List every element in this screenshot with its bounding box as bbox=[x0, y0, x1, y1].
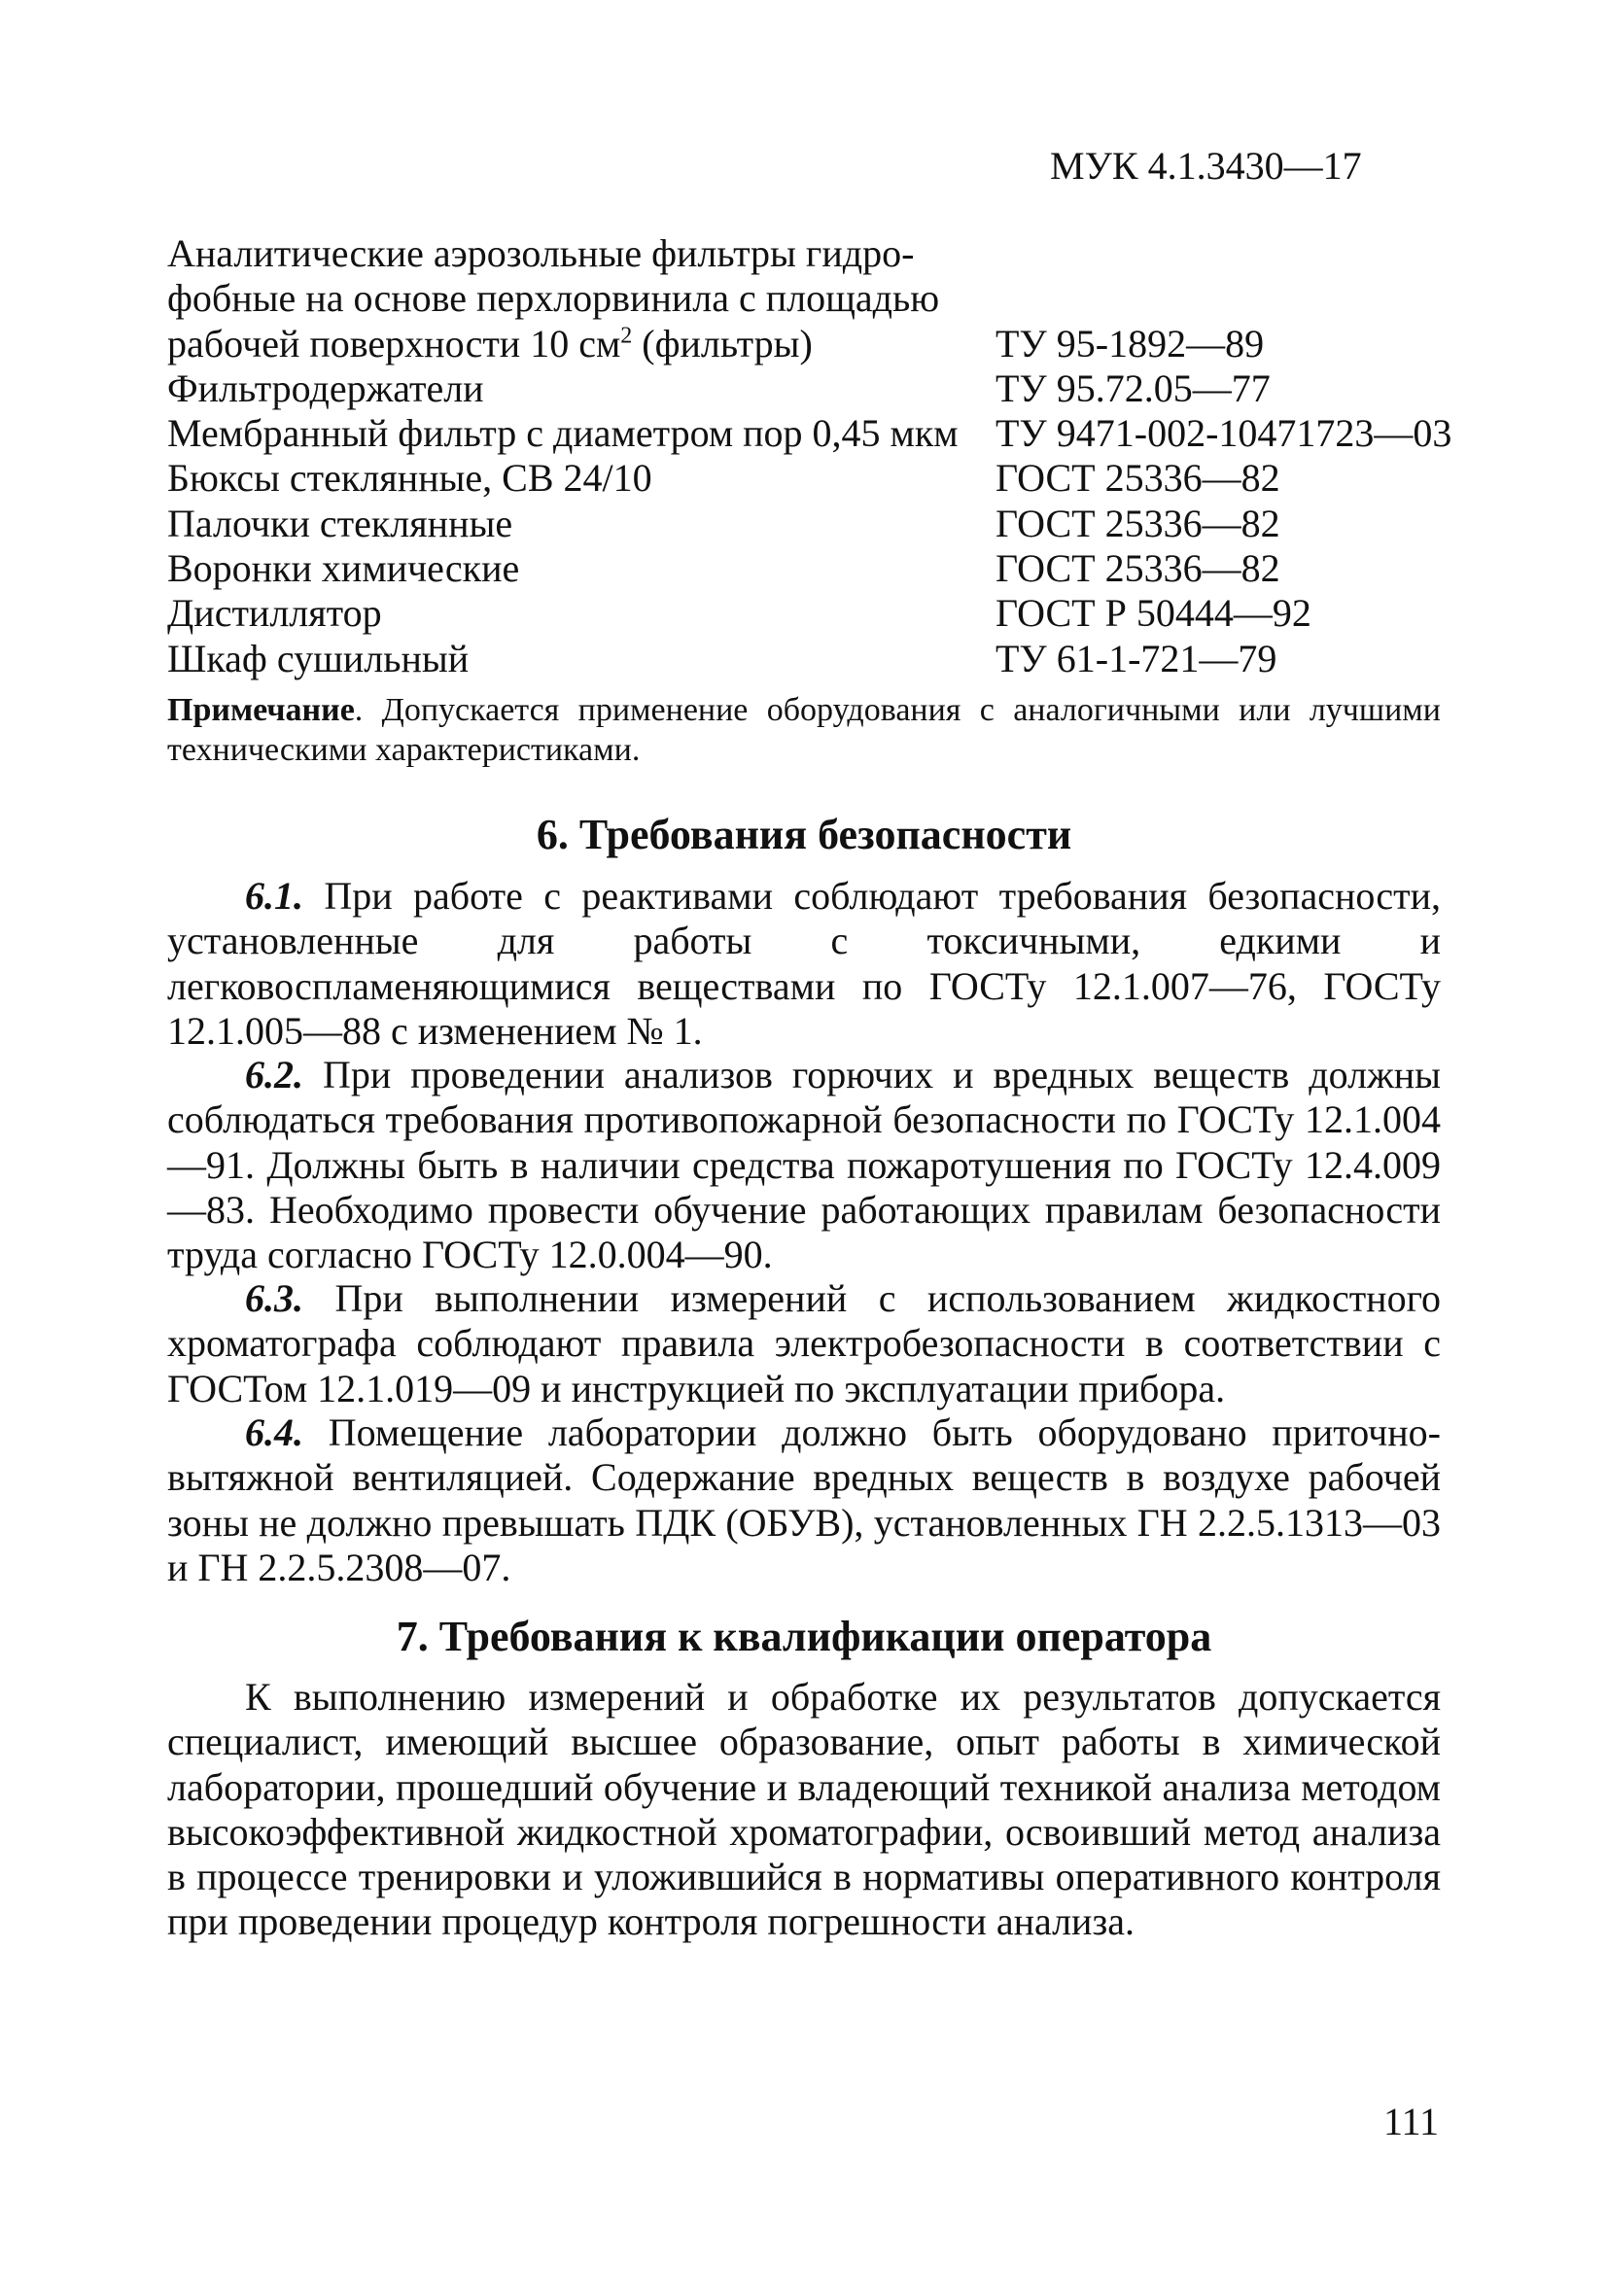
equipment-name-tail: (фильтры) bbox=[632, 321, 813, 365]
equipment-list bbox=[167, 231, 1470, 681]
note-text: . Допускается применение оборудования с аналогичными или лучшими техническими характеристиками. bbox=[167, 692, 1441, 768]
equipment-name: Аналитические аэрозольные фильтры гидро- bbox=[167, 231, 915, 275]
paragraph-6-3 bbox=[167, 1276, 1441, 1411]
equipment-spec: ТУ 95.72.05—77 bbox=[996, 365, 1271, 410]
equipment-row bbox=[167, 637, 1470, 681]
paragraph-text: При работе с реактивами соблюдают требования безопасности, установленные для работы с токсичными, едкими и легковоспламеняющимися веществами по ГОСТу 12.1.007—76, ГОСТу 12.1.005—88 с изменением № 1. bbox=[167, 874, 1441, 1053]
section-6-title: 6. Требования безопасности bbox=[536, 811, 1072, 858]
page-number: 111 bbox=[1382, 2100, 1439, 2143]
equipment-spec: ТУ 95-1892—89 bbox=[996, 321, 1265, 365]
document-code-header: МУК 4.1.3430—17 bbox=[1050, 144, 1362, 188]
equipment-row bbox=[167, 591, 1470, 636]
equipment-name-with-superscript bbox=[167, 322, 996, 366]
equipment-row bbox=[167, 411, 1470, 456]
equipment-name: Шкаф сушильный bbox=[167, 636, 470, 680]
equipment-name: Палочки стеклянные bbox=[167, 501, 513, 545]
equipment-spec: ГОСТ Р 50444—92 bbox=[996, 591, 1311, 636]
paragraph-number: 6.2. bbox=[245, 1053, 303, 1096]
paragraph-number: 6.1. bbox=[245, 874, 303, 918]
equipment-row bbox=[167, 322, 1470, 366]
equipment-row bbox=[167, 456, 1470, 501]
equipment-spec: ГОСТ 25336—82 bbox=[996, 456, 1280, 501]
equipment-row bbox=[167, 502, 1470, 546]
equipment-name-part: рабочей поверхности 10 см bbox=[167, 321, 621, 365]
equipment-name: фобные на основе перхлорвинила с площадью bbox=[167, 276, 940, 321]
paragraph-number: 6.3. bbox=[245, 1276, 303, 1320]
equipment-spec: ТУ 61-1-721—79 bbox=[996, 636, 1277, 680]
paragraph-number: 6.4. bbox=[245, 1410, 303, 1454]
equipment-spec bbox=[996, 276, 1470, 321]
equipment-spec: ТУ 9471-002-10471723—03 bbox=[996, 411, 1452, 456]
paragraph-7: К выполнению измерений и обработке их результатов допускается специалист, имеющий высшее образование, опыт работы в химической лаборатории, прошедший обучение и владеющий техникой анализа методом высокоэффективной жидкостной хроматографии, освоивший метод анализа в процессе тренировки и уложившийся в нормативы оперативного контроля при проведении процедур контроля погрешности анализа. bbox=[167, 1675, 1441, 1944]
equipment-note bbox=[167, 690, 1441, 770]
superscript-exponent: 2 bbox=[620, 323, 633, 349]
paragraph-text: При выполнении измерений с использованием жидкостного хроматографа соблюдают правила электробезопасности в соответствии с ГОСТом 12.1.019—09 и инструкцией по эксплуатации прибора. bbox=[167, 1276, 1441, 1410]
paragraph-6-4 bbox=[167, 1410, 1441, 1590]
equipment-name: Фильтродержатели bbox=[167, 365, 484, 410]
section-7-title: 7. Требования к квалификации оператора bbox=[396, 1613, 1212, 1660]
equipment-row bbox=[167, 231, 1470, 276]
note-label: Примечание bbox=[167, 692, 355, 728]
equipment-name: Мембранный фильтр с диаметром пор 0,45 мкм bbox=[167, 411, 959, 456]
paragraph-text: При проведении анализов горючих и вредных веществ должны соблюдаться требования противопожарной безопасности по ГОСТу 12.1.004—91. Должны быть в наличии средства пожаротушения по ГОСТу 12.4.009—83. Необходимо провести обучение работающих правилам безопасности труда согласно ГОСТу 12.0.004—90. bbox=[167, 1053, 1441, 1277]
equipment-spec: ГОСТ 25336—82 bbox=[996, 546, 1280, 591]
equipment-spec: ГОСТ 25336—82 bbox=[996, 501, 1280, 545]
equipment-row bbox=[167, 546, 1470, 591]
equipment-row bbox=[167, 276, 1470, 321]
paragraph-6-2 bbox=[167, 1053, 1441, 1277]
paragraph-text: Помещение лаборатории должно быть оборудовано приточно-вытяжной вентиляцией. Содержание вредных веществ в воздухе рабочей зоны не должно превышать ПДК (ОБУВ), установленных ГН 2.2.5.1313—03 и ГН 2.2.5.2308—07. bbox=[167, 1410, 1441, 1589]
equipment-spec bbox=[996, 231, 1470, 276]
equipment-row bbox=[167, 366, 1470, 411]
paragraph-6-1 bbox=[167, 874, 1441, 1054]
equipment-name: Дистиллятор bbox=[167, 591, 382, 636]
equipment-name: Бюксы стеклянные, СВ 24/10 bbox=[167, 456, 652, 501]
equipment-name: Воронки химические bbox=[167, 546, 520, 591]
